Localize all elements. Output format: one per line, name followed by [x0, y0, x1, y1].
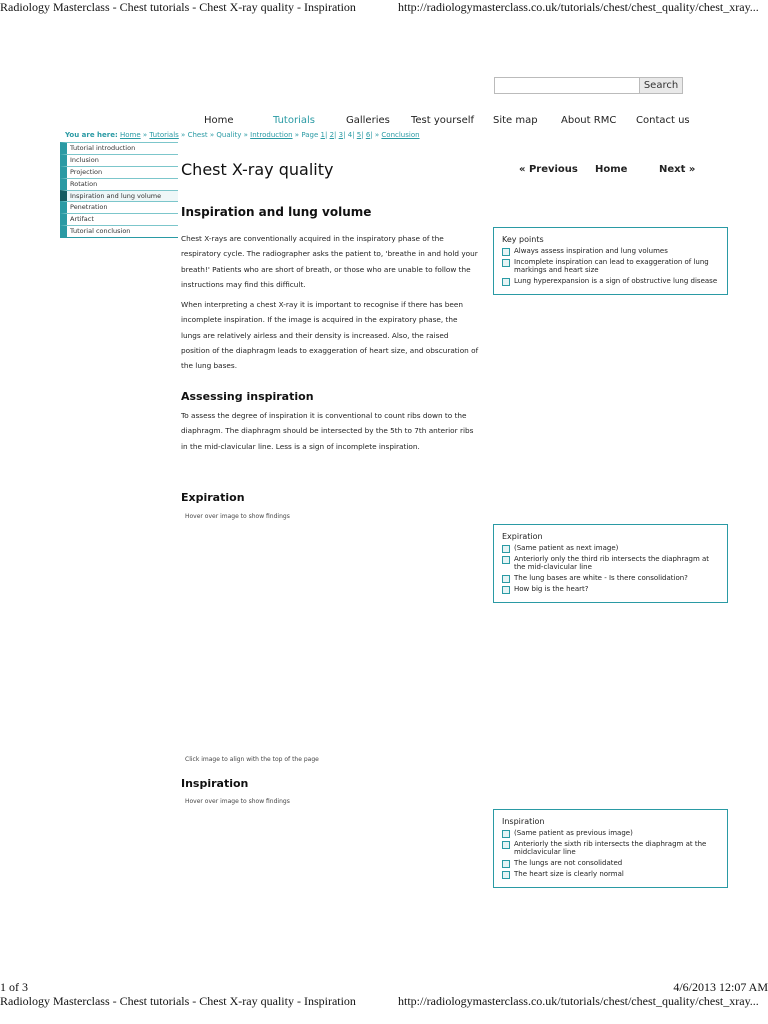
print-footer-datetime: 4/6/2013 12:07 AM	[673, 980, 768, 994]
intro-paragraph: Chest X-rays are conventionally acquired in the inspiratory phase of the respiratory cycle. The radiographer asks the patient to, 'breathe in and hold your breath!' Patients who are short of breath, or those who are unable to follow the instructions may find this difficult.	[181, 234, 478, 289]
sidebar-item-tutorial-introduction[interactable]: Tutorial introduction	[60, 142, 178, 154]
breadcrumb-separator: »	[294, 131, 300, 139]
inspiration-findings-box	[493, 809, 728, 888]
breadcrumb-home-link[interactable]: Home	[119, 131, 141, 139]
next-link[interactable]: Next »	[659, 164, 696, 175]
breadcrumb-chest: Chest	[187, 131, 208, 139]
list-item: The heart size is clearly normal	[502, 870, 721, 879]
breadcrumb-tutorials-link[interactable]: Tutorials	[149, 131, 179, 139]
list-item: Always assess inspiration and lung volumes	[502, 247, 721, 256]
list-item: (Same patient as next image)	[502, 544, 721, 553]
sidebar-item-projection[interactable]: Projection	[60, 166, 178, 178]
expiration-box-title: Expiration	[502, 532, 543, 541]
print-footer-title: Radiology Masterclass - Chest tutorials - Chest X-ray quality - Inspiration	[0, 994, 356, 1008]
bullet-icon	[502, 586, 510, 594]
list-item: The lungs are not consolidated	[502, 859, 721, 868]
nav-home[interactable]: Home	[204, 115, 234, 126]
list-item: Anteriorly the sixth rib intersects the diaphragm at the midclavicular line	[502, 840, 721, 857]
bullet-icon	[502, 575, 510, 583]
nav-site-map[interactable]: Site map	[493, 115, 538, 126]
breadcrumb-separator: »	[243, 131, 248, 139]
sidebar-item-inclusion[interactable]: Inclusion	[60, 154, 178, 166]
breadcrumb-label: You are here:	[65, 131, 118, 139]
main-nav	[0, 115, 768, 131]
inspiration-heading: Inspiration	[181, 777, 249, 790]
hover-note-expiration: Hover over image to show findings	[185, 513, 290, 520]
previous-link[interactable]: « Previous	[519, 164, 578, 175]
breadcrumb-separator: »	[181, 131, 186, 139]
expiration-findings-box	[493, 524, 728, 603]
key-points-title: Key points	[502, 235, 544, 244]
breadcrumb-separator: »	[142, 131, 148, 139]
bullet-icon	[502, 871, 510, 879]
breadcrumb-separator: »	[209, 131, 215, 139]
breadcrumb-page-3[interactable]: 3	[338, 131, 344, 139]
breadcrumb-page-2[interactable]: 2	[329, 131, 335, 139]
breadcrumb-quality: Quality	[216, 131, 242, 139]
nav-tutorials[interactable]: Tutorials	[273, 115, 315, 126]
list-item: Anteriorly only the third rib intersects the diaphragm at the mid-clavicular line	[502, 555, 721, 572]
bullet-icon	[502, 278, 510, 286]
expiration-heading: Expiration	[181, 491, 245, 504]
sidebar-item-inspiration[interactable]: Inspiration and lung volume	[60, 190, 178, 202]
breadcrumb-conclusion-link[interactable]: Conclusion	[381, 131, 420, 139]
print-header-url: http://radiologymasterclass.co.uk/tutorials/chest/chest_quality/chest_xray...	[398, 0, 759, 14]
sidebar-nav	[60, 142, 178, 238]
inspiration-box-title: Inspiration	[502, 817, 545, 826]
sidebar-item-penetration[interactable]: Penetration	[60, 201, 178, 213]
print-footer-page: 1 of 3	[0, 980, 28, 994]
bullet-icon	[502, 248, 510, 256]
search-input[interactable]	[494, 77, 640, 94]
section-heading: Inspiration and lung volume	[181, 205, 372, 219]
nav-galleries[interactable]: Galleries	[346, 115, 390, 126]
page-title: Chest X-ray quality	[181, 160, 334, 179]
breadcrumb-page-6[interactable]: 6	[365, 131, 371, 139]
home-link[interactable]: Home	[595, 164, 628, 175]
search-button[interactable]: Search	[639, 77, 683, 94]
assessing-inspiration-heading: Assessing inspiration	[181, 390, 314, 403]
nav-test-yourself[interactable]: Test yourself	[411, 115, 475, 126]
interpretation-paragraph: When interpreting a chest X-ray it is important to recognise if there has been incomplete inspiration. If the image is acquired in the expiratory phase, the lungs are relatively airless and their density is increased. Also, the raised position of the diaphragm leads to exaggeration of heart size, and obscuration of the lung bases.	[181, 300, 479, 371]
list-item: How big is the heart?	[502, 585, 721, 594]
list-item: The lung bases are white - Is there consolidation?	[502, 574, 721, 583]
breadcrumb-introduction-link[interactable]: Introduction	[250, 131, 293, 139]
breadcrumb-page-5[interactable]: 5	[356, 131, 362, 139]
print-footer-url: http://radiologymasterclass.co.uk/tutorials/chest/chest_quality/chest_xray...	[398, 994, 759, 1008]
bullet-icon	[502, 545, 510, 553]
assessing-paragraph: To assess the degree of inspiration it is conventional to count ribs down to the diaphragm. The diaphragm should be intersected by the 5th to 7th anterior ribs in the mid-clavicular line. Less is a sign of incomplete inspiration.	[181, 411, 474, 451]
breadcrumb-page-label: Page	[301, 131, 319, 139]
list-item: Lung hyperexpansion is a sign of obstructive lung disease	[502, 277, 721, 286]
nav-contact-us[interactable]: Contact us	[636, 115, 690, 126]
click-image-note: Click image to align with the top of the page	[185, 756, 319, 763]
bullet-icon	[502, 259, 510, 267]
bullet-icon	[502, 860, 510, 868]
sidebar-item-tutorial-conclusion[interactable]: Tutorial conclusion	[60, 225, 178, 237]
breadcrumb-page-1[interactable]: 1	[320, 131, 325, 139]
hover-note-inspiration: Hover over image to show findings	[185, 798, 290, 805]
sidebar-item-artifact[interactable]: Artifact	[60, 213, 178, 225]
list-item: (Same patient as previous image)	[502, 829, 721, 838]
breadcrumb: You are here: Home » Tutorials » Chest » Quality » Introduction » Page 1| 2| 3| 4| 5| 6| » Conclusion	[65, 131, 420, 139]
bullet-icon	[502, 556, 510, 564]
sidebar-item-rotation[interactable]: Rotation	[60, 178, 178, 190]
bullet-icon	[502, 841, 510, 849]
print-header-title: Radiology Masterclass - Chest tutorials - Chest X-ray quality - Inspiration	[0, 0, 356, 14]
breadcrumb-current-page: 4	[347, 131, 353, 139]
nav-about-rmc[interactable]: About RMC	[561, 115, 617, 126]
list-item: Incomplete inspiration can lead to exaggeration of lung markings and heart size	[502, 258, 721, 275]
bullet-icon	[502, 830, 510, 838]
breadcrumb-separator: »	[374, 131, 380, 139]
key-points-box	[493, 227, 728, 295]
